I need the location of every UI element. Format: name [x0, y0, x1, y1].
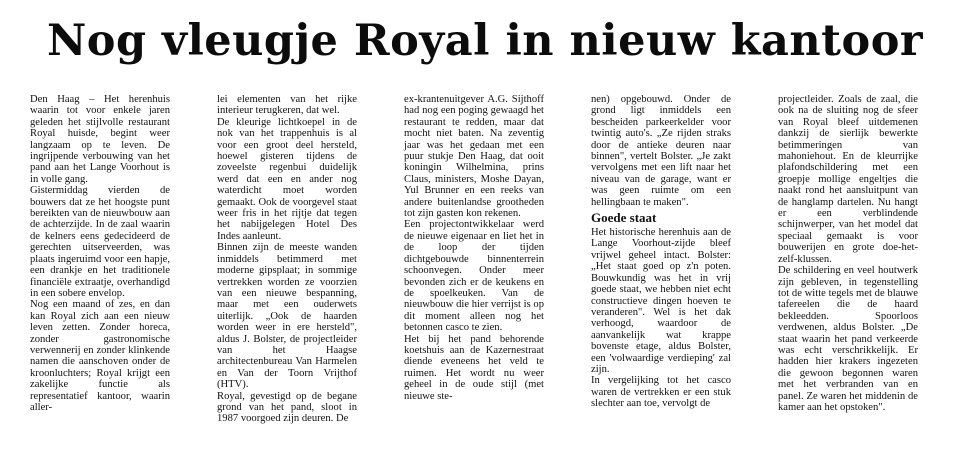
- headline: Nog vleugje Royal in nieuw kantoor: [46, 16, 924, 66]
- paragraph: nen) opgebouwd. Onder de grond ligt inmiddels een bescheiden parkeerkelder voor twintig auto's. „Ze rijden straks door de antieke deuren naar binnen", vertelt Bolster. „Je zakt vervolgens met een lift naar het niveau van de garage, want er was geen ruimte om een hellingbaan te maken".: [591, 94, 731, 208]
- paragraph: Royal, gevestigd op de begane grond van het pand, sloot in 1987 voorgoed zijn deuren. De: [217, 390, 357, 425]
- paragraph: Binnen zijn de meeste wanden inmiddels betimmerd met moderne gipsplaat; in sommige vertrekken worden ze voorzien van een nieuwe bespanning, maar met een ouderwets uiterlijk. „Ook de haarden worden weer in ere hersteld", aldus J. Bolster, de projectleider van het Haagse architectenbureau Van Harmelen en Van der Toorn Vrijthof (HTV).: [217, 242, 357, 391]
- subheading: Goede staat: [591, 210, 657, 226]
- paragraph: Het historische herenhuis aan de Lange Voorhout-zijde bleef vrijwel geheel intact. Bolster: „Het staat goed op z'n poten. Bouwkundig was het in vrij goede staat, we hebben niet echt constructieve dingen hoeven te veranderen". Wel is het dak verhoogd, waardoor de aanvankelijk wat krappe bovenste etage, aldus Bolster, een 'volwaardige verdieping' zal zijn.: [591, 227, 731, 375]
- column-5: [778, 94, 918, 413]
- column-1: [30, 94, 170, 413]
- paragraph: Den Haag – Het herenhuis waarin tot voor enkele jaren geleden het stijlvolle restaurant Royal huisde, begint weer langzaam op te leven. De ingrijpende verbouwing van het pand aan het Lange Voorhout is in volle gang.: [30, 94, 170, 185]
- paragraph: lei elementen van het rijke interieur terugkeren, dat wel.: [217, 94, 357, 117]
- paragraph: ex-krantenuitgever A.G. Sijthoff had nog een poging gewaagd het restaurant te redden, maar dat mocht niet baten. Na zeventig jaar was het gedaan met een puur stukje Den Haag, dat ooit koningin Wilhelmina, prins Claus, ministers, Moshe Dayan, Yul Brunner en een reeks van andere buitenlandse grootheden tot zijn gasten kon rekenen.: [404, 94, 544, 220]
- paragraph: projectleider. Zoals de zaal, die ook na de sluiting nog de sfeer van Royal bleef uitdemenen dankzij de sierlijk bewerkte betimmeringen van mahoniehout. En de kleurrijke plafondschildering met een groepje mollige engeltjes die naakt rond het aansluitpunt van de hanglamp dartelen. Nu hangt er een verblindende schijnwerper, van het model dat speciaal gemaakt is voor bouwerijen en grote doe-het-zelf-klussen.: [778, 94, 918, 265]
- paragraph: De schildering en veel houtwerk zijn gebleven, in tegenstelling tot de witte tegels met de blauwe tafereelen die de haard bekleedden. Spoorloos verdwenen, aldus Bolster. „De staat waarin het pand verkeerde was echt verschrikkelijk. Er hadden hier krakers ingezeten die gewoon begonnen waren met het verbranden van en panel. Ze waren het middenin de kamer aan het opstoken".: [778, 265, 918, 413]
- column-2: [217, 94, 357, 425]
- column-4: [591, 94, 731, 410]
- paragraph: In vergelijking tot het casco waren de vertrekken er een stuk slechter aan toe, vervolgt de: [591, 375, 731, 410]
- paragraph: Gistermiddag vierden de bouwers dat ze het hoogste punt bereikten van de nieuwbouw aan de achterzijde. In de zaal waarin de kelners eens gedecideerd de gerechten uitserveerden, was plaats ingeruimd voor een hapje, een drankje en het traditionele financiële extraatje, overhandigd in een sobere envelop.: [30, 185, 170, 299]
- paragraph: Een projectontwikkelaar werd de nieuwe eigenaar en liet het in de loop der tijden dichtgebouwde binnenterrein schoonvegen. Onder meer bevonden zich er de keukens en de spoelkeuken. Van de nieuwbouw die hier verrijst is op dit moment alleen nog het betonnen casco te zien.: [404, 219, 544, 334]
- paragraph: Nog een maand of zes, en dan kan Royal zich aan een nieuw leven zetten. Zonder horeca, zonder gastronomische verwennerij en zonder klinkende namen die aanschoven onder de kroonluchters; Royal krijgt een zakelijke functie als representatief kantoor, waarin aller-: [30, 299, 170, 413]
- paragraph: Het bij het pand behorende koetshuis aan de Kazernestraat diende eveneens het veld te ruimen. Het wordt nu weer geheel in de oude stijl (met nieuwe ste-: [404, 333, 544, 402]
- column-3: [404, 94, 544, 402]
- paragraph: De kleurige lichtkoepel in de nok van het trappenhuis is al voor een groot deel hersteld, hoewel gisteren tijdens de zoveelste regenbui duidelijk werd dat een en ander nog waterdicht moet worden gemaakt. Ook de voorgevel staat weer fris in het rijtje dat tegen het nabijgelegen Hotel Des Indes aanleunt.: [217, 116, 357, 242]
